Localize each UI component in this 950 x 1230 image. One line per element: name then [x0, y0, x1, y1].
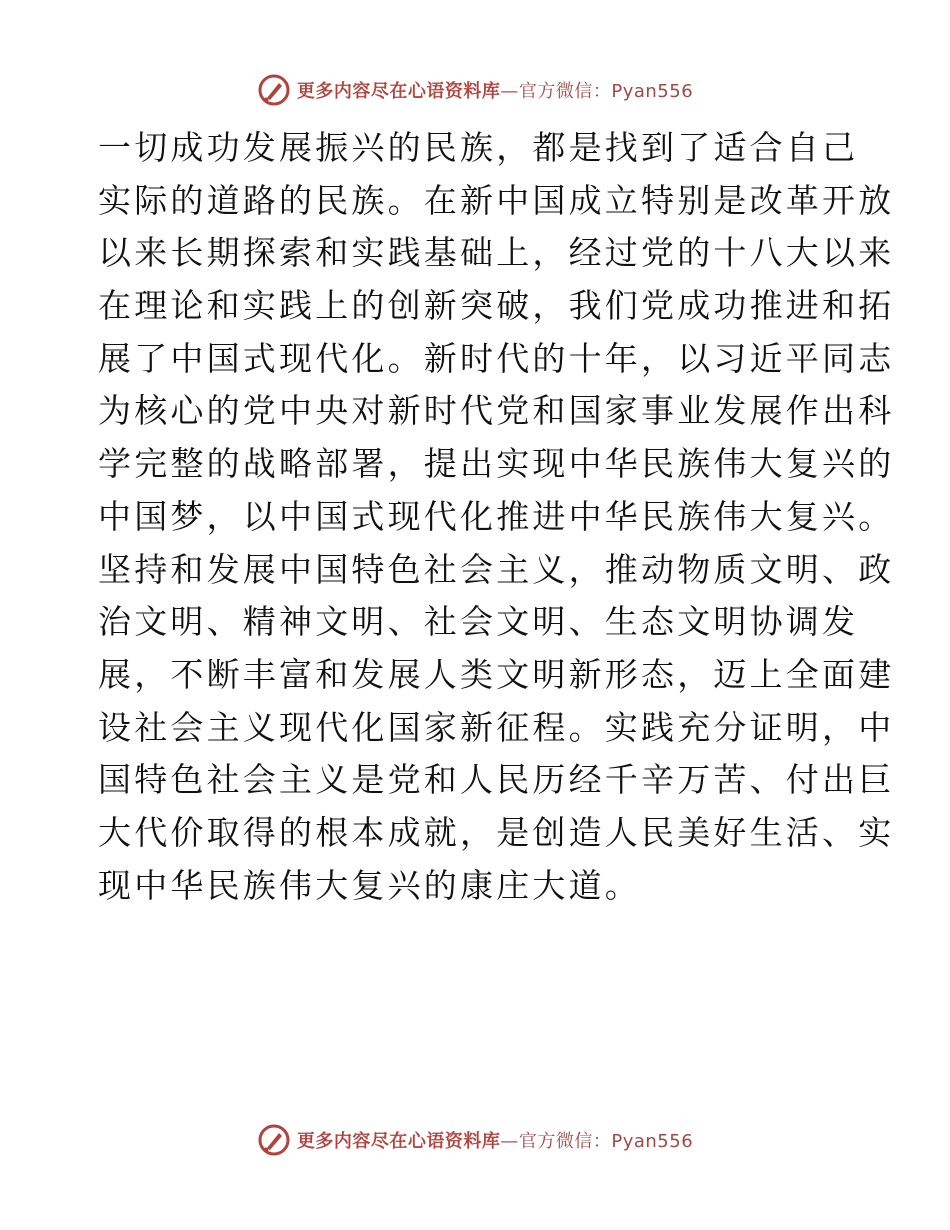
body-line: 为核心的党中央对新时代党和国家事业发展作出科 [98, 391, 895, 431]
body-line: 设社会主义现代化国家新征程。实践充分证明，中 [98, 707, 895, 747]
header-banner [0, 70, 950, 110]
header-banner-lead: 更多内容尽在心语资料库 [296, 81, 501, 102]
footer-banner [0, 1120, 950, 1160]
footer-banner-text [297, 1127, 693, 1153]
body-line: 国特色社会主义是党和人民历经千辛万苦、付出巨 [98, 760, 895, 800]
header-banner-wechat: 官方微信：Pyan556 [518, 81, 694, 102]
body-line: 现中华民族伟大复兴的康庄大道。 [98, 865, 641, 905]
body-line: 以来长期探索和实践基础上，经过党的十八大以来 [98, 233, 895, 273]
body-line: 在理论和实践上的创新突破，我们党成功推进和拓 [98, 286, 895, 326]
footer-banner-wechat: 官方微信：Pyan556 [518, 1131, 694, 1152]
header-banner-sep: — [500, 81, 519, 102]
pen-nib-logo-icon [257, 1123, 291, 1157]
body-line: 展，不断丰富和发展人类文明新形态，迈上全面建 [98, 654, 895, 694]
footer-banner-inner [257, 1123, 693, 1157]
body-line: 一切成功发展振兴的民族，都是找到了适合自己 [98, 128, 859, 167]
document-body [98, 122, 895, 912]
body-line: 实际的道路的民族。在新中国成立特别是改革开放 [98, 180, 895, 220]
body-line: 展了中国式现代化。新时代的十年，以习近平同志 [98, 338, 895, 378]
pen-nib-logo-icon [257, 73, 291, 107]
footer-banner-lead: 更多内容尽在心语资料库 [296, 1131, 501, 1152]
body-line: 坚持和发展中国特色社会主义，推动物质文明、政 [98, 549, 895, 589]
footer-banner-sep: — [500, 1131, 519, 1152]
body-line: 大代价取得的根本成就，是创造人民美好生活、实 [98, 812, 895, 852]
header-banner-text [297, 77, 693, 103]
body-line: 学完整的战略部署，提出实现中华民族伟大复兴的 [98, 444, 895, 484]
body-line: 治文明、精神文明、社会文明、生态文明协调发 [98, 602, 859, 642]
body-line: 中国梦，以中国式现代化推进中华民族伟大复兴。 [98, 496, 895, 536]
header-banner-inner [257, 73, 693, 107]
